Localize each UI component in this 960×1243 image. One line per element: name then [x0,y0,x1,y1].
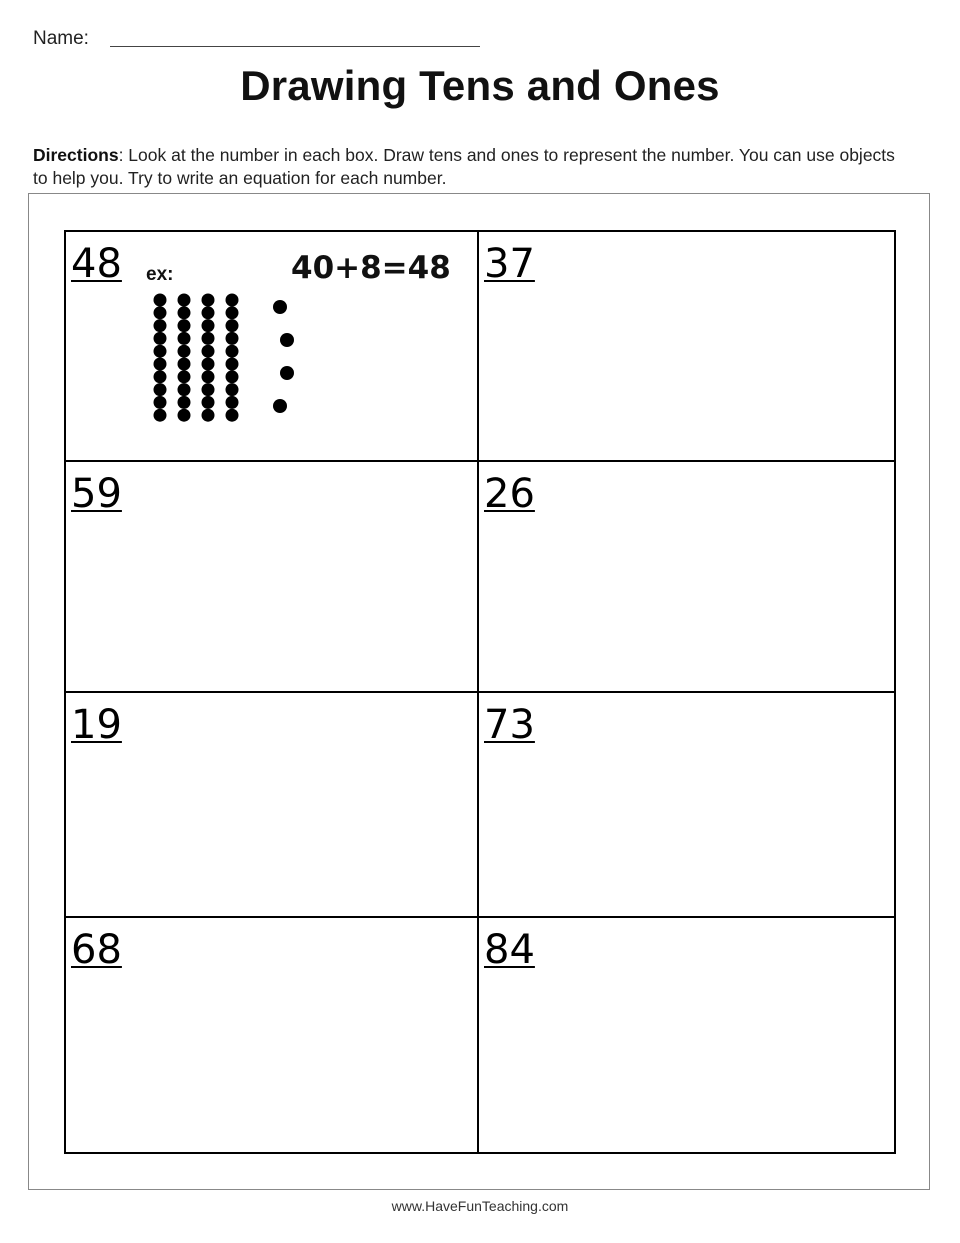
ten-dot [178,332,191,345]
ten-dot [154,358,167,371]
box-7[interactable] [66,918,479,1152]
box-number: 19 [71,702,122,748]
ten-dot [154,332,167,345]
example-equation: 40+8=48 [291,250,451,286]
one-dot [273,300,287,314]
ten-dot [154,409,167,422]
box-1[interactable] [66,232,479,462]
box-number: 73 [484,702,535,748]
ten-dot [202,383,215,396]
ten-dot [202,332,215,345]
ten-dot [154,319,167,332]
ten-dot [154,396,167,409]
answer-grid [64,230,896,1154]
ten-dot [178,358,191,371]
ten-rod [154,294,167,422]
ten-dot [178,370,191,383]
ten-dot [154,294,167,307]
ten-dot [226,319,239,332]
ten-dot [226,294,239,307]
ten-dot [178,396,191,409]
name-label: Name: [33,28,89,49]
example-label: ex: [146,264,174,285]
ten-dot [178,383,191,396]
ten-dot [178,306,191,319]
directions-label: Directions [33,145,119,165]
ten-dot [226,370,239,383]
ten-dot [226,383,239,396]
directions-text: : Look at the number in each box. Draw tens and ones to represent the number. You can use objects to help you. Try to write an equation for each number. [33,145,895,188]
ten-dot [226,358,239,371]
ten-dot [202,306,215,319]
tens-and-ones-example [146,292,306,437]
ten-dot [202,319,215,332]
one-dot [273,399,287,413]
box-number: 37 [484,241,535,287]
box-6[interactable] [479,693,894,918]
ten-dot [154,370,167,383]
ten-dot [202,345,215,358]
ten-dot [154,383,167,396]
one-dot [280,333,294,347]
ten-dot [202,358,215,371]
ten-dot [178,294,191,307]
box-number: 48 [71,241,122,287]
ten-dot [226,332,239,345]
ten-dot [178,345,191,358]
ten-dot [226,306,239,319]
directions [33,144,913,190]
box-2[interactable] [479,232,894,462]
footer-site: www.HaveFunTeaching.com [391,1198,569,1214]
ten-dot [178,319,191,332]
ten-dot [178,409,191,422]
box-number: 26 [484,471,535,517]
one-dot [280,366,294,380]
box-3[interactable] [66,462,479,693]
ten-rod [202,294,215,422]
page-title: Drawing Tens and Ones [240,62,720,109]
ten-dot [226,396,239,409]
ten-dot [154,345,167,358]
ten-dot [202,396,215,409]
ten-dot [202,409,215,422]
box-8[interactable] [479,918,894,1152]
box-4[interactable] [479,462,894,693]
box-number: 59 [71,471,122,517]
ten-dot [202,294,215,307]
ten-dot [226,409,239,422]
ten-dot [154,306,167,319]
box-number: 84 [484,927,535,973]
ten-rod [178,294,191,422]
ten-dot [202,370,215,383]
box-number: 68 [71,927,122,973]
ten-dot [226,345,239,358]
ten-rod [226,294,239,422]
name-line[interactable] [110,46,480,47]
box-5[interactable] [66,693,479,918]
